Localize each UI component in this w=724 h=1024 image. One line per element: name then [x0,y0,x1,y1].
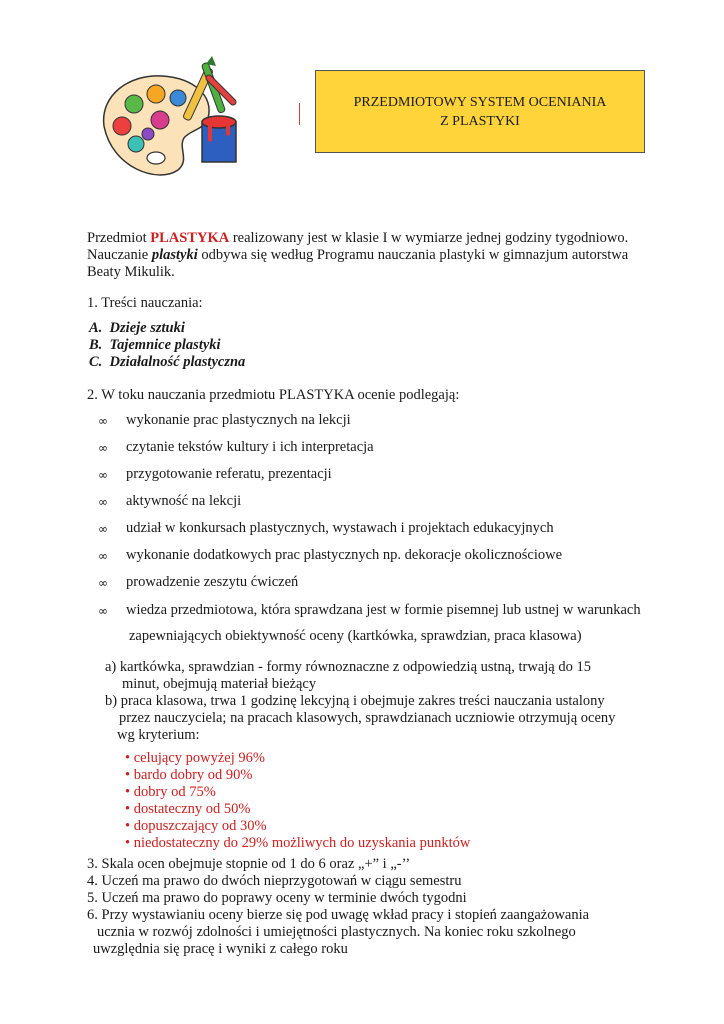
sub-point-a-line-2: minut, obejmują materiał bieżący [122,676,317,692]
intro-line-3: Beaty Mikulik. [87,264,175,280]
list-marker: A. [89,320,103,336]
sub-point-b-line-2: przez nauczyciela; na pracach klasowych, sprawdzianach uczniowie otrzymują oceny [119,710,616,726]
list-item [89,354,245,371]
title-line-2: Z PLASTYKI [440,114,520,129]
infinity-bullet-icon: ∞ [98,414,108,428]
sub-point-b-line-3: wg kryterium: [117,727,200,743]
intro-text: Przedmiot [87,230,151,246]
sub-point-a-line-1: a) kartkówka, sprawdzian - formy równoznaczne z odpowiedzią ustną, trwają do 15 [105,659,591,675]
infinity-bullet-icon: ∞ [98,468,108,482]
list-item: wykonanie dodatkowych prac plastycznych np. dekoracje okolicznościowe [126,547,563,563]
rule-3: 3. Skala ocen obejmuje stopnie od 1 do 6 oraz „+” i „-’’ [87,856,411,872]
intro-text: Nauczanie [87,247,152,263]
palette-brushes-paint-can-icon [98,56,250,184]
list-item [89,337,221,354]
rule-6-line-2: ucznia w rozwój zdolności i umiejętności plastycznych. Na koniec roku szkolnego [97,924,576,940]
infinity-bullet-icon: ∞ [98,441,108,455]
title-line-1: PRZEDMIOTOWY SYSTEM OCENIANIA [353,95,607,110]
infinity-bullet-icon: ∞ [98,549,108,563]
intro-text: realizowany jest w klasie I w wymiarze jednej godziny tygodniowo. [229,230,629,246]
rule-5: 5. Uczeń ma prawo do poprawy oceny w terminie dwóch tygodni [87,890,467,906]
list-item: aktywność na lekcji [126,493,242,509]
rule-4: 4. Uczeń ma prawo do dwóch nieprzygotowań w ciągu semestru [87,873,462,889]
section-2-heading: 2. W toku nauczania przedmiotu PLASTYKA ocenie podlegają: [87,387,460,403]
criterion: • dopuszczający od 30% [125,818,267,834]
criterion: • niedostateczny do 29% możliwych do uzyskania punktów [125,835,471,851]
rule-6-line-3: uwzględnia się pracę i wyniki z całego roku [93,941,348,957]
list-item: udział w konkursach plastycznych, wystawach i projektach edukacyjnych [126,520,554,536]
list-marker: C. [89,354,103,370]
title-box [315,70,645,153]
infinity-bullet-icon: ∞ [98,495,108,509]
list-item: czytanie tekstów kultury i ich interpretacja [126,439,374,455]
criterion: • bardo dobry od 90% [125,767,253,783]
list-item: wiedza przedmiotowa, która sprawdzana jest w formie pisemnej lub ustnej w warunkach [126,602,641,618]
criterion: • dostateczny od 50% [125,801,251,817]
list-marker: B. [89,337,103,353]
list-item-text: Działalność plastyczna [109,354,246,370]
subject-name: PLASTYKA [150,230,230,246]
intro-line-2 [87,247,628,264]
list-item: wykonanie prac plastycznych na lekcji [126,412,351,428]
sub-point-b-line-1: b) praca klasowa, trwa 1 godzinę lekcyjną i obejmuje zakres treści nauczania ustalony [105,693,605,709]
list-item: przygotowanie referatu, prezentacji [126,466,332,482]
list-item-text: Tajemnice plastyki [109,337,221,353]
list-item: prowadzenie zeszytu ćwiczeń [126,574,299,590]
intro-line-1 [87,230,628,247]
infinity-bullet-icon: ∞ [98,576,108,590]
infinity-bullet-icon: ∞ [98,522,108,536]
intro-text: odbywa się według Programu nauczania plastyki w gimnazjum autorstwa [197,247,629,263]
list-item [89,320,185,337]
criterion: • celujący powyżej 96% [125,750,265,766]
list-item-text: Dzieje sztuki [109,320,185,336]
list-item-continuation: zapewniających obiektywność oceny (kartkówka, sprawdzian, praca klasowa) [129,628,582,644]
red-margin-mark [299,103,300,125]
criterion: • dobry od 75% [125,784,216,800]
rule-6-line-1: 6. Przy wystawianiu oceny bierze się pod uwagę wkład pracy i stopień zaangażowania [87,907,590,923]
subject-name-italic: plastyki [151,247,198,263]
infinity-bullet-icon: ∞ [98,604,108,618]
section-1-heading: 1. Treści nauczania: [87,295,203,311]
